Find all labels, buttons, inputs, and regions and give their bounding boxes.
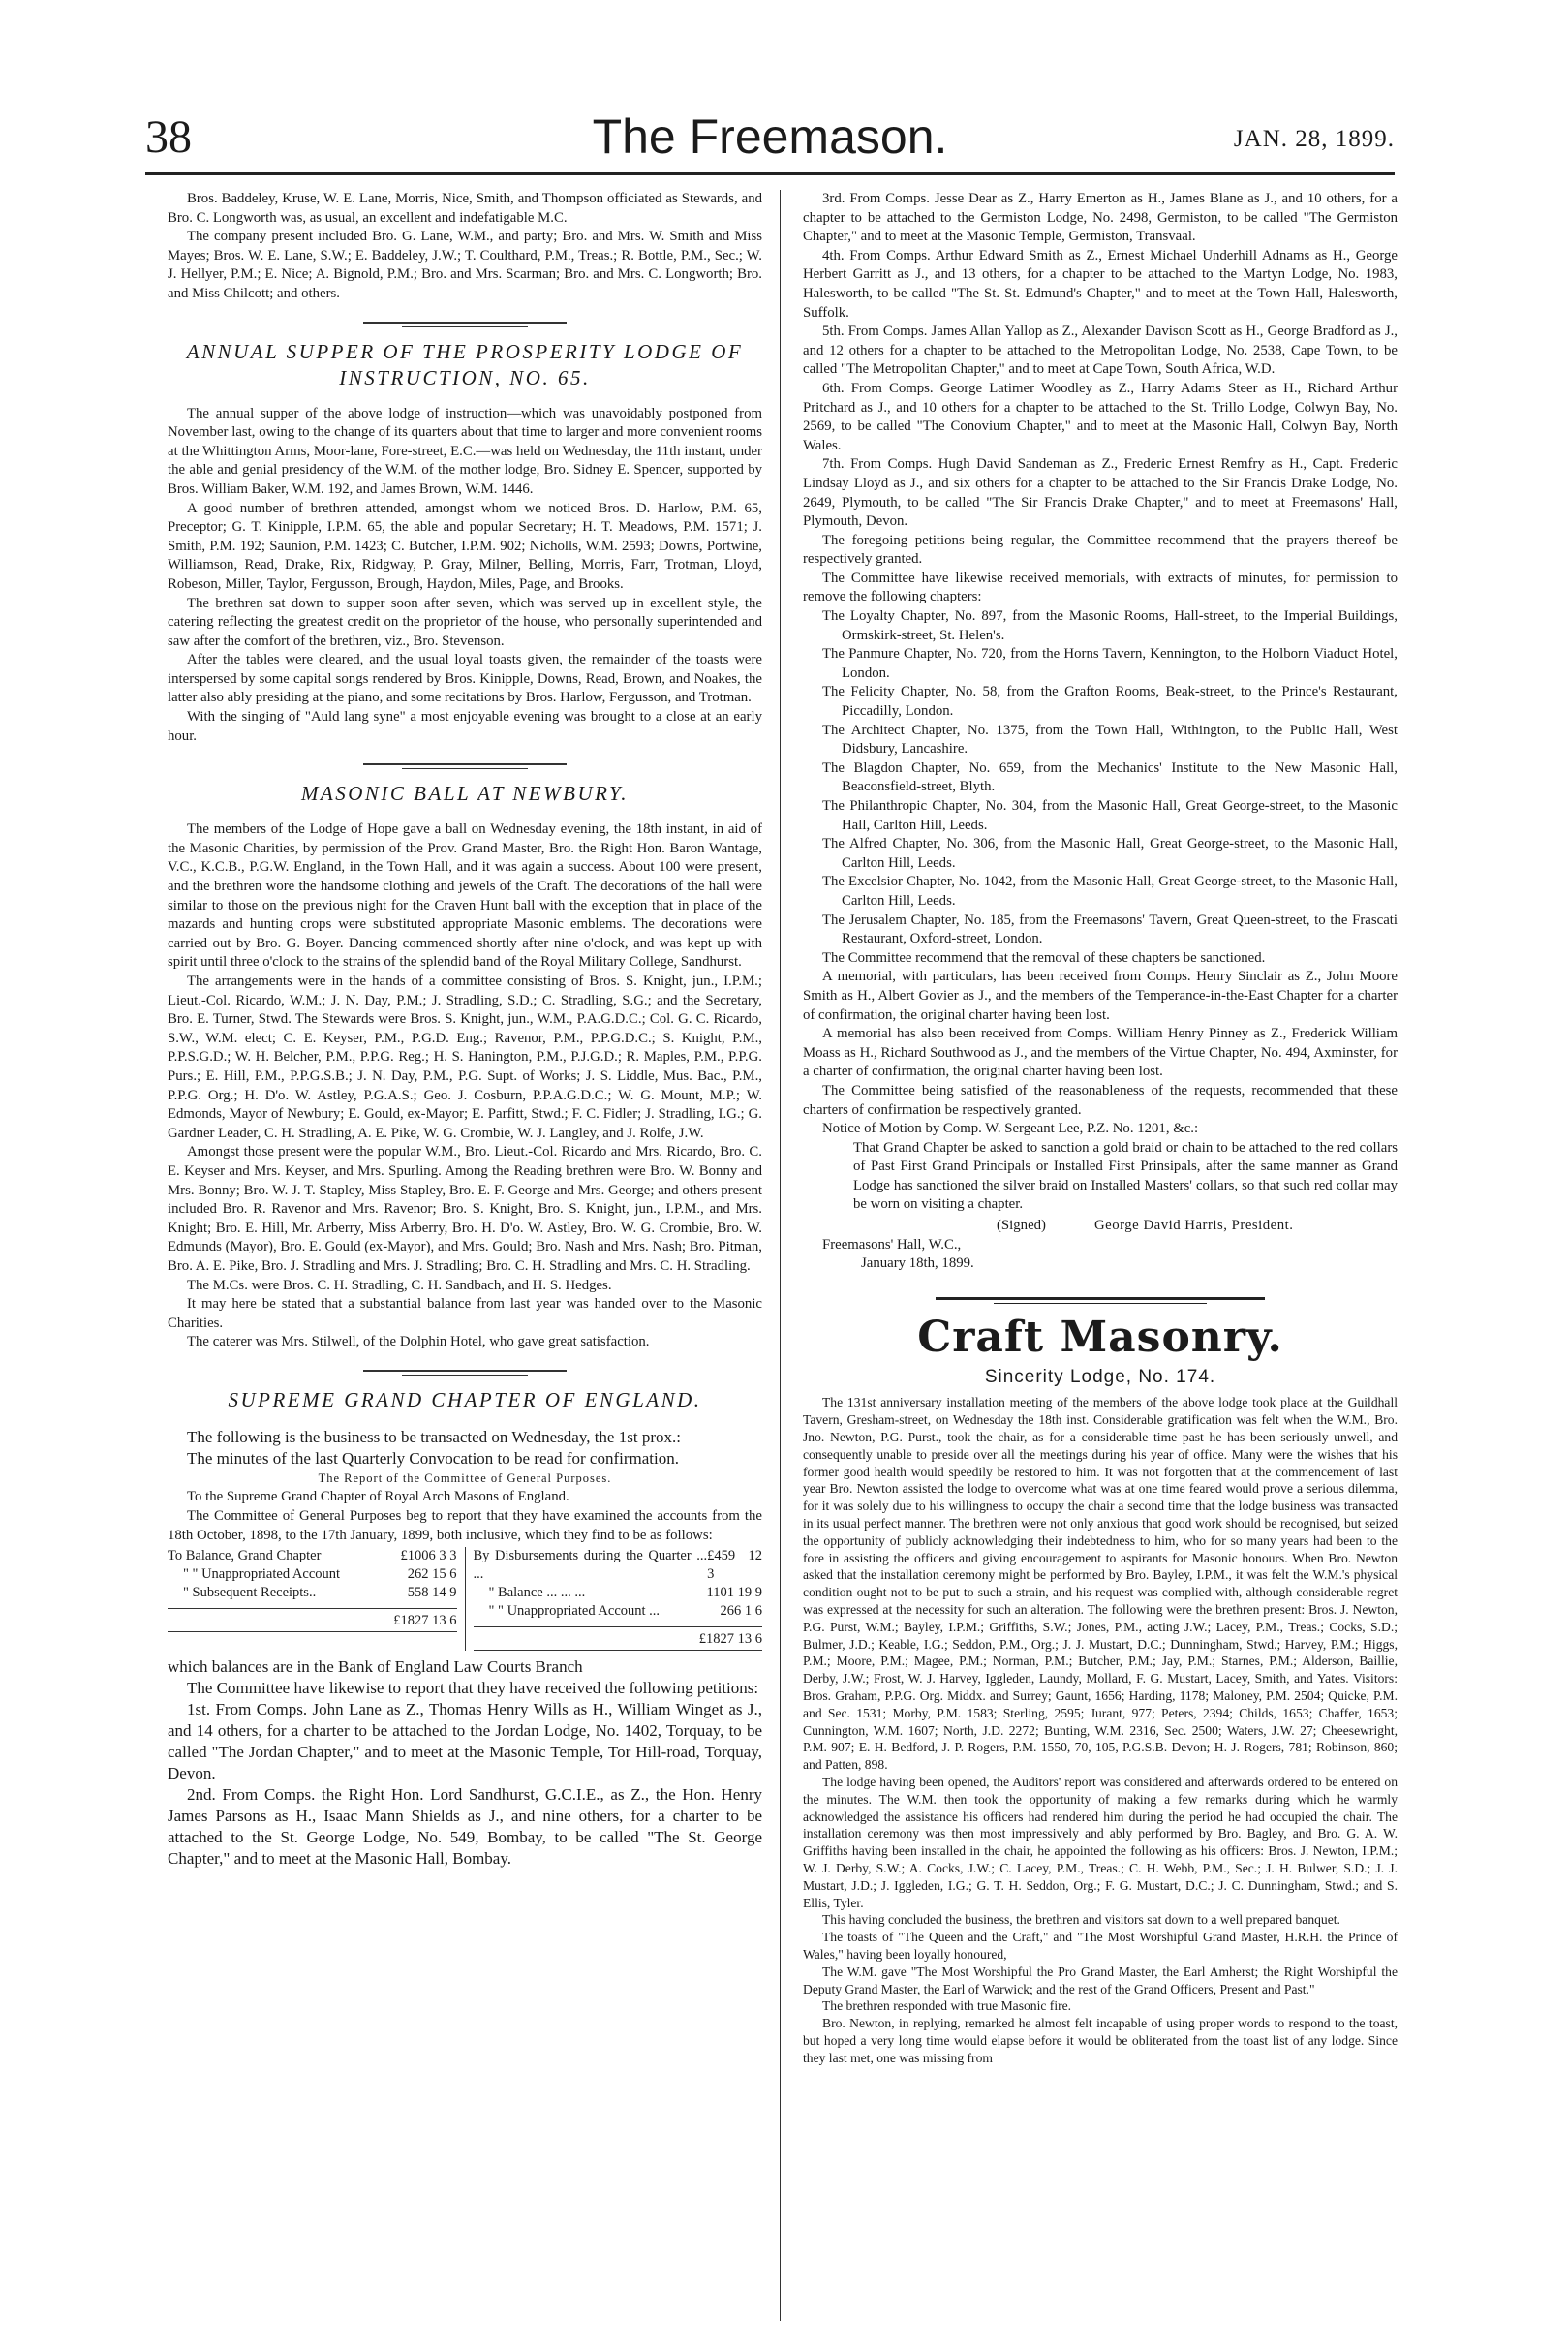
petition-paragraph: The Committee have likewise received memorials, with extracts of minutes, for permission to remove the following chapters: [803, 570, 1398, 605]
right-column [803, 190, 1398, 2321]
accounts-receipts [168, 1547, 466, 1651]
section-rule [168, 322, 762, 327]
lodge-paragraph: The toasts of "The Queen and the Craft," and "The Most Worshipful Grand Master, H.R.H. the Prince of Wales," having been loyally honoured, [803, 1930, 1398, 1962]
supper-paragraph: A good number of brethren attended, amongst whom we noticed Bros. D. Harlow, P.M. 65, Preceptor; G. T. Kinipple, I.P.M. 65, the able and popular Secretary; H. T. Meadows, P.M. 1571; J. Smith, P.M. 192; Saunion, P.M. 1423; C. Butcher, I.P.M. 902; Nicholls, W.M. 2593; Downs, Portwine, Williamson, Read, Drake, Rix, Ridgway, P. Gray, Milner, Belling, Morris, Farr, Trotman, Lloyd, Robeson, Miller, Taylor, Fergusson, Brough, Haydon, Miles, Page, and Brooks. [168, 500, 762, 592]
lodge-paragraph: The brethren responded with true Masonic fire. [822, 1998, 1072, 2014]
chapter-paragraph: Notice of Motion by Comp. W. Sergeant Lee, P.Z. No. 1201, &c.: [822, 1121, 1199, 1137]
intro-paragraph: The company present included Bro. G. Lane, W.M., and party; Bro. and Mrs. W. Smith and Miss Mayes; Bros. W. E. Lane, S.W.; E. Baddeley, J.W.; T. Coulthard, P.M., Treas.; R. Bottle, P.M., Sec.; W. J. Hellyer, P.M.; E. Nice; A. Bignold, P.M.; Bro. and Mrs. Scarman; Bro. and Mrs. C. Longworth; Bro. and Miss Chilcott; and others. [168, 229, 762, 301]
petition-paragraph: The foregoing petitions being regular, the Committee recommend that the prayers thereof be respectively granted. [803, 532, 1398, 568]
motion-text: That Grand Chapter be asked to sanction a gold braid or chain to be attached to the red collars of Past First Grand Principals or Installed First Prinsipals, after the same manner as Grand Lodge has sanctioned the silver braid on Installed Masters' collars, so that such red collar may be worn on visiting a chapter. [853, 1139, 1398, 1213]
newspaper-title: The Freemason. [592, 109, 948, 164]
accounts-disbursements [466, 1547, 763, 1651]
petition-paragraph: 6th. From Comps. George Latimer Woodley as Z., Harry Adams Steer as H., Richard Arthur Pritchard as J., and 10 others for a chapter to be attached to the St. Trillo Lodge, Colwyn Bay, No. 2569, to be called "The Conovium Chapter," and to meet at the Masonic Hall, Colwyn Bay, North Wales. [803, 380, 1398, 453]
signed-label: (Signed) [997, 1218, 1046, 1234]
account-row: " Balance ... ... ... 1101 19 9 [488, 1585, 762, 1601]
removal-item: The Jerusalem Chapter, No. 185, from the Freemasons' Tavern, Great Queen-street, to the Frascati Restaurant, Oxford-street, London. [822, 912, 1398, 947]
account-row: By Disbursements during the Quarter ... ... £459 12 3 [473, 1548, 762, 1583]
petition-paragraph: 5th. From Comps. James Allan Yallop as Z., Alexander Davison Scott as H., George Bradford as J., and 12 others for a chapter to be attached to the Metropolitan Lodge, No. 2538, Cape Town, to be called "The Metropolitan Chapter," and to meet at Cape Town, South Africa, W.D. [803, 324, 1398, 378]
ball-paragraph: The M.Cs. were Bros. C. H. Stradling, C. H. Sandbach, and H. S. Hedges. [187, 1277, 612, 1293]
chapter-paragraph: which balances are in the Bank of England Law Courts Branch [168, 1657, 583, 1677]
removal-item: The Blagdon Chapter, No. 659, from the Mechanics' Institute to the New Masonic Hall, Beaconsfield-street, Blyth. [822, 759, 1398, 795]
chapter-paragraph: A memorial has also been received from Comps. William Henry Pinney as Z., Frederick William Moass as H., Richard Southwood as J., and the members of the Virtue Chapter, No. 494, Axminster, for a charter of confirmation, the original charter having been lost. [803, 1026, 1398, 1080]
masthead [145, 108, 1395, 170]
date-line: January 18th, 1899. [861, 1255, 974, 1272]
removal-item: The Panmure Chapter, No. 720, from the Horns Tavern, Kennington, to the Holborn Viaduct Hotel, London. [822, 646, 1398, 681]
supper-paragraph: The brethren sat down to supper soon after seven, which was served up in excellent style, the catering reflecting the greatest credit on the proprietor of the house, who personally superintended and saw after the comfort of the brethren, viz., Bro. Stevenson. [168, 595, 762, 649]
accounts-table [168, 1547, 762, 1651]
removal-item: The Alfred Chapter, No. 306, from the Masonic Hall, Great George-street, to the Masonic Hall, Carlton Hill, Leeds. [822, 836, 1398, 871]
ball-paragraph: The caterer was Mrs. Stilwell, of the Dolphin Hotel, who gave great satisfaction. [187, 1334, 650, 1350]
chapter-heading: SUPREME GRAND CHAPTER OF ENGLAND. [228, 1387, 702, 1411]
petition-paragraph: 3rd. From Comps. Jesse Dear as Z., Harry Emerton as H., James Blane as J., and 10 others, for a chapter to be attached to the Germiston Lodge, No. 2498, Germiston, to be called "The Germiston Chapter," and to meet at the Masonic Temple, Germiston, Transvaal. [803, 191, 1398, 245]
removal-item: The Felicity Chapter, No. 58, from the Grafton Rooms, Beak-street, to the Prince's Restaurant, Piccadilly, London. [822, 684, 1398, 720]
ball-paragraph: The arrangements were in the hands of a committee consisting of Bros. S. Knight, jun., I.P.M.; Lieut.-Col. Ricardo, W.M.; J. N. Day, P.M.; J. Stradling, S.D.; C. Stradling, S.G.; and the Secretary, Bro. E. Turner, Stwd. The Stewards were Bros. S. Knight, jun., W.M., P.A.G.D.C.; Col. G. C. Ricardo, S.W., W.M. elect; C. E. Keyser, P.M., P.G.D. Eng.; Ravenor, P.M., P.P.G.D.C.; S. Knight, P.M., P.P.S.G.D.; W. H. Belcher, P.M., P.P.G. Reg.; H. S. Hanington, P.M., P.J.G.D.; R. Maples, P.M., P.P.G. Purs.; E. Hill, P.M., P.P.G.S.B.; J. N. Day, P.M., P.G. Supt. of Works; J. S. Liddle, Mus. Bac., P.M., P.P.G. Org.; H. D'o. W. Astley, P.G.A.S.; Geo. J. Cosburn, P.P.A.G.D.C.; W. G. Mount, M.P.; W. Edmonds, Mayor of Newbury; E. Gould, ex-Mayor; E. Parfitt, Stwd.; F. C. Fidler; J. Stradling, I.G.; G. Gardner Leader, C. H. Stradling, A. E. Pike, W. G. Crombie, W. J. Langley, and J. Rolfe, J.W. [168, 974, 762, 1141]
intro-paragraph: Bros. Baddeley, Kruse, W. E. Lane, Morris, Nice, Smith, and Thompson officiated as Stewards, and Bro. C. Longworth was, as usual, an excellent and indefatigable M.C. [168, 191, 762, 226]
chapter-paragraph: A memorial, with particulars, has been received from Comps. Henry Sinclair as Z., John Moore Smith as H., Albert Govier as J., and the members of the Temperance-in-the-East Chapter for a charter of confirmation, the original charter having been lost. [803, 969, 1398, 1023]
report-heading: The Report of the Committee of General Purposes. [318, 1470, 612, 1485]
chapter-paragraph: The Committee recommend that the removal of these chapters be sanctioned. [822, 949, 1266, 966]
account-row: " " Unappropriated Account ... 266 1 6 [488, 1603, 762, 1620]
issue-date: JAN. 28, 1899. [1233, 126, 1395, 152]
ball-paragraph: Amongst those present were the popular W.M., Bro. Lieut.-Col. Ricardo and Mrs. Ricardo, Bro. C. E. Keyser and Mrs. Keyser, and Mrs. Spurling. Among the Reading brethren were Bro. W. Bonny and Mrs. Bonny; Bro. W. J. T. Stapley, Miss Stapley, Bro. E. F. George and Mrs. George; and others present included Bro. R. Ravenor and Mrs. Ravenor; Bro. S. Knight, Bro. S. Knight, jun., I.P.M., and Mrs. Knight; Bro. E. Hill, Mr. Arberry, Miss Arberry, Bro. H. D'o. W. Astley, Bro. W. G. Crombie, Bro. W. Edmunds (Mayor), Bro. E. Gould (ex-Mayor), and Mrs. Gould; Bro. Nash and Mrs. Nash; Bro. Pitman, Bro. A. E. Pike, Bro. J. Stradling and Mrs. J. Stradling; Bro. C. H. Stradling and Mrs. C. H. Stradling. [168, 1144, 762, 1274]
ball-paragraph: It may here be stated that a substantial balance from last year was handed over to the Masonic Charities. [168, 1296, 762, 1331]
page-number: 38 [145, 111, 192, 163]
account-row: To Balance, Grand Chapter £1006 3 3 [168, 1548, 457, 1564]
supper-paragraph: After the tables were cleared, and the usual loyal toasts given, the remainder of the toasts were interspersed by some capital songs rendered by Bros. Kinipple, Downs, Read, Brown, and Noakes, the latter also ably presiding at the piano, and some recitations by Bros. Harlow, Fergusson, and Trotman. [168, 652, 762, 706]
petition-paragraph: 1st. From Comps. John Lane as Z., Thomas Henry Wills as H., William Winget as J., and 14 others, for a charter to be attached to the Jordan Lodge, No. 1402, Torquay, to be called "The Jordan Chapter," and to meet at the Masonic Temple, Tor Hill-road, Torquay, Devon. [168, 1700, 762, 1783]
masthead-rule [145, 172, 1395, 175]
chapter-intro: The minutes of the last Quarterly Convocation to be read for confirmation. [187, 1448, 679, 1468]
supper-paragraph: The annual supper of the above lodge of instruction—which was unavoidably postponed from November last, owing to the change of its quarters about that time to larger and more convenient rooms at the Whittington Arms, Moor-lane, Fore-street, E.C.—was held on Wednesday, the 11th instant, under the able and genial presidency of the W.M. of the mother lodge, Bro. Sidney E. Spencer, supported by Bros. William Baker, W.M. 192, and James Brown, W.M. 1446. [168, 405, 762, 497]
lodge-paragraph: This having concluded the business, the brethren and visitors sat down to a well prepared banquet. [822, 1912, 1340, 1928]
lodge-paragraph: The 131st anniversary installation meeting of the members of the above lodge took place at the Guildhall Tavern, Gresham-street, on Wednesday the 18th inst. Considerable gratification was felt when the W.M., Bro. Jno. Newton, P.G. Purst., took the chair, as for a considerable time past he has been seriously unwell, and consequently unable to preside over all the meetings during his year of office. Many were the wishes that his former good health would speedily be restored to him. It was not forgotten that at the commencement of last year Bro. Newton assisted the lodge to overcome what was at one time feared would prove a serious dilemma, for it was solely due to his willingness to occupy the chair a second time that the lodge business was transacted in its usual perfect manner. The brethren were not only anxious that good work should be recognised, but seized the opportunity of publicly acknowledging their indebtedness to him, who for so many years had been to the fore in assisting the officers and giving encouragement to aspirants for Masonic honours. When Bro. Newton asked that the installation ceremony might be performed by Bro. Bayley, I.P.M., it was felt the W.M.'s physical condition ought not to be put to such a strain, and his request was complied with, although considerable regret was expressed at the necessity for such an alteration. The following were the brethren present: Bros. J. Newton, P.G. Purst, W.M.; Bayley, I.P.M.; Griffiths, S.W.; Jones, P.M., acting J.W.; Lacey, P.M., Treas.; Cocks, S.D.; Bulmer, J.D.; Keable, I.G.; Seddon, P.M., Org.; J. J. Mustart, D.C.; Dunningham, Stwd.; Harvey, P.M.; Higgs, P.M.; Moore, P.M.; Magee, P.M.; Norman, P.M.; Butcher, P.M.; Jay, P.M.; Starnes, P.M.; Alderson, Baillie, Derby, J.W.; Frost, W. J. Harvey, Iggleden, Laundy, Mollard, F. G. Mustart, Lacey, Smith, and Yates. Visitors: Bros. Graham, P.P.G. Org. Middx. and Surrey; Gaunt, 1656; Harding, 1178; Maloney, P.M. 2504; Quicke, P.M. and Sec. 1531; Morby, P.M. 1583; Sterling, 2595; Jurant, 977; Peters, 2394; Childs, 1653; Chaffer, 1653; Cunnington, W.M. 1607; North, J.D. 2272; Bunting, W.M. 2316, Sec. 2500; Waters, J.W. 27; Cheesewright, P.M. 907; E. H. Bedford, J. P. Rogers, P.M. 1550, 70, 105, P.G.S.B. Devon; H. J. Rogers, 781; Robinson, 860; and Patten, 898. [803, 1395, 1398, 1773]
chapter-paragraph: The Committee being satisfied of the reasonableness of the requests, recommended that these charters of confirmation be respectively granted. [803, 1082, 1398, 1118]
section-rule [168, 763, 762, 769]
lodge-paragraph: The W.M. gave "The Most Worshipful the Pro Grand Master, the Earl Amherst; the Right Worshipful the Deputy Grand Master, the Earl of Warwick; and the rest of the Grand Officers, Present and Past." [803, 1964, 1398, 1996]
section-rule [168, 1370, 762, 1376]
lodge-report [803, 1394, 1398, 2066]
left-column [168, 190, 762, 2321]
removal-item: The Philanthropic Chapter, No. 304, from the Masonic Hall, Great George-street, to the Masonic Hall, Carlton Hill, Leeds. [822, 798, 1398, 833]
petition-paragraph: 2nd. From Comps. the Right Hon. Lord Sandhurst, G.C.I.E., as Z., the Hon. Henry James Parsons as H., Isaac Mann Shields as J., and nine others, for a charter to be attached to the St. George Lodge, No. 549, Bombay, to be called "The St. George Chapter," and to meet at the Masonic Hall, Bombay. [168, 1785, 762, 1869]
removal-list [803, 607, 1398, 949]
account-total: £1827 13 6 [168, 1608, 457, 1632]
chapter-intro: The following is the business to be transacted on Wednesday, the 1st prox.: [187, 1427, 681, 1446]
removal-item: The Excelsior Chapter, No. 1042, from the Masonic Hall, Great George-street, to the Masonic Hall, Carlton Hill, Leeds. [822, 874, 1398, 909]
signed-name: George David Harris, President. [1093, 1218, 1294, 1234]
account-row: " Subsequent Receipts.. 558 14 9 [183, 1585, 457, 1601]
supper-paragraph: With the singing of "Auld lang syne" a most enjoyable evening was brought to a close at an early hour. [168, 709, 762, 744]
ball-heading: MASONIC BALL AT NEWBURY. [300, 782, 630, 806]
lodge-heading: Sincerity Lodge, No. 174. [984, 1366, 1216, 1387]
lodge-paragraph: The lodge having been opened, the Auditors' report was considered and afterwards ordered to be entered on the minutes. The W.M. then took the opportunity of making a few remarks during which he warmly acknowledged the assistance his officers had rendered him during the period he had occupied the chair. The installation ceremony was then most impressively and ably performed by Bro. Bagley, and Bro. G. A. W. Griffiths having been installed in the chair, he appointed the following as his officers: Bros. J. Newton, I.P.M.; W. J. Derby, S.W.; A. Cocks, J.W.; C. Lacey, P.M., Treas.; C. H. Webb, P.M., Sec.; J. H. Bulwer, S.D.; J. J. Mustart, J.D.; J. Iggleden, I.G.; G. T. H. Seddon, Org.; F. G. Mustart, D.C.; J. C. Dunningham, Stwd.; and S. Ellis, Tyler. [803, 1774, 1398, 1910]
report-intro: The Committee of General Purposes beg to report that they have examined the accounts from the 18th October, 1898, to the 17th January, 1899, both inclusive, which they find to be as follows: [168, 1508, 762, 1543]
petition-paragraph: 7th. From Comps. Hugh David Sandeman as Z., Frederic Ernest Remfry as H., Capt. Frederic Lindsay Lloyd as J., and six others for a chapter to be attached to the Sir Francis Drake Lodge, No. 2649, Plymouth, to be called "The Sir Francis Drake Chapter," and to meet at Freemasons' Hall, Plymouth, Devon. [803, 456, 1398, 530]
signature-line [803, 1217, 1398, 1236]
removal-item: The Architect Chapter, No. 1375, from the Town Hall, Withington, to the Public Hall, West Didsbury, Lancashire. [822, 722, 1398, 758]
petition-paragraph: 4th. From Comps. Arthur Edward Smith as Z., Ernest Michael Underhill Adnams as H., George Herbert Garritt as J., and 13 others, for a chapter to be attached to the Martyn Lodge, No. 1983, Halesworth, to be called "The St. St. Edmund's Chapter," and to meet at the Town Hall, Halesworth, Suffolk. [803, 247, 1398, 321]
craft-masonry-title: Craft Masonry. [917, 1312, 1283, 1362]
supper-heading: ANNUAL SUPPER OF THE PROSPERITY LODGE OF INSTRUCTION, NO. 65. [186, 339, 744, 389]
place-line: Freemasons' Hall, W.C., [822, 1236, 962, 1253]
column-divider [780, 190, 781, 2321]
account-row: " " Unappropriated Account 262 15 6 [183, 1566, 457, 1583]
chapter-paragraph: The Committee have likewise to report that they have received the following petitions: [187, 1679, 759, 1698]
removal-item: The Loyalty Chapter, No. 897, from the Masonic Rooms, Hall-street, to the Imperial Buildings, Ormskirk-street, St. Helen's. [822, 608, 1398, 643]
report-intro: To the Supreme Grand Chapter of Royal Arch Masons of England. [187, 1489, 569, 1505]
craft-masonry-header [803, 1297, 1398, 1362]
ball-paragraph: The members of the Lodge of Hope gave a ball on Wednesday evening, the 18th instant, in aid of the Masonic Charities, by permission of the Prov. Grand Master, Bro. the Right Hon. Baron Wantage, V.C., K.C.B., P.G.W. England, in the Town Hall, and it was again a success. About 100 were present, and the brethren wore the handsome clothing and jewels of the Craft. The decorations of the hall were similar to those on the previous night for the Craven Hunt ball with the exception that in place of the mazards and hunting crops were substituted appropriate Masonic emblems. The decorations were carried out by Bro. G. Boyer. Dancing commenced shortly after nine o'clock, and was kept up with spirit until three o'clock to the strains of the splendid band of the Royal Military College, Sandhurst. [168, 821, 762, 971]
lodge-paragraph: Bro. Newton, in replying, remarked he almost felt incapable of using proper words to respond to the toast, but hoped a very long time would elapse before it would be obliterated from the toast list of any lodge. Since they last met, one was missing from [803, 2016, 1398, 2065]
account-total: £1827 13 6 [474, 1626, 763, 1651]
